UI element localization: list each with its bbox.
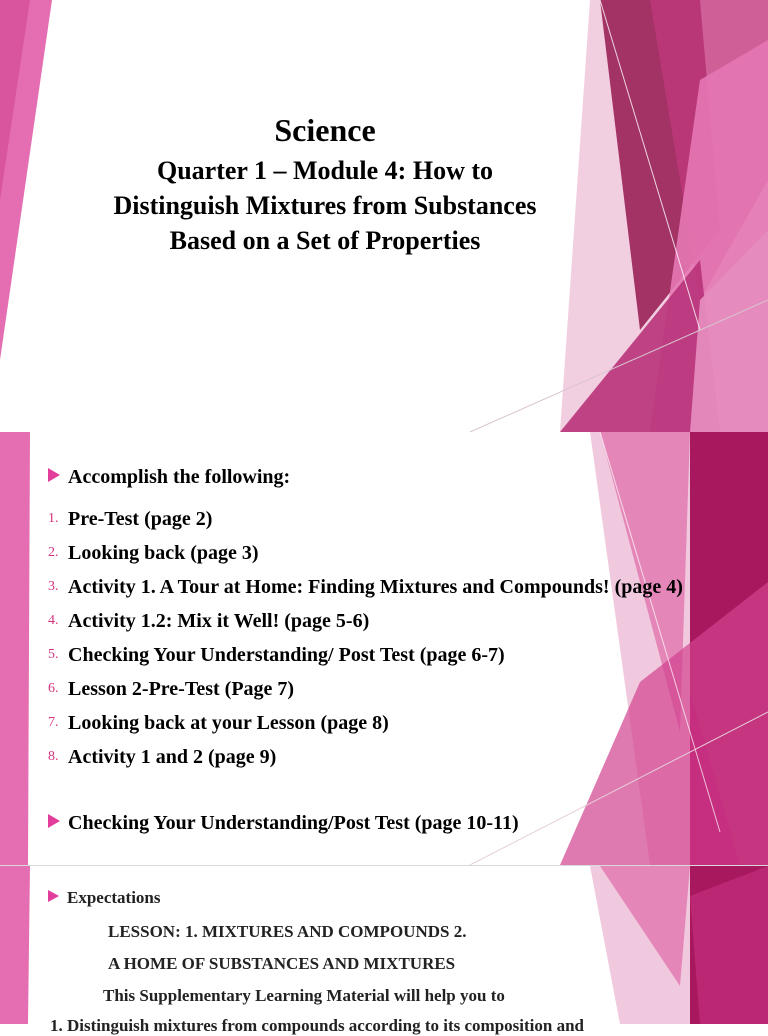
title-slide — [0, 0, 768, 432]
list-item: 3. Activity 1. A Tour at Home: Finding Mixtures and Compounds! (page 4) — [48, 576, 683, 598]
accomplish-heading: Accomplish the following: — [48, 466, 290, 489]
intro-line: This Supplementary Learning Material will help you to — [103, 986, 505, 1005]
module-subtitle: Quarter 1 – Module 4: How to Distinguish Mixtures from Substances Based on a Set of Properties — [113, 156, 537, 255]
list-item: 2. Looking back (page 3) — [48, 542, 259, 564]
lesson-line: LESSON: 1. MIXTURES AND COMPOUNDS 2. — [108, 922, 467, 941]
list-item: 8. Activity 1 and 2 (page 9) — [48, 746, 277, 768]
bullet-arrow-icon — [48, 814, 60, 828]
task-list — [48, 505, 688, 777]
list-item: 5. Checking Your Understanding/ Post Test (page 6-7) — [48, 644, 505, 666]
list-item: 7. Looking back at your Lesson (page 8) — [48, 712, 389, 734]
expectations-heading: Expectations — [48, 888, 161, 908]
lesson-line: A HOME OF SUBSTANCES AND MIXTURES — [108, 954, 456, 973]
objective-line: 1. Distinguish mixtures from compounds according to its composition and — [50, 1016, 584, 1035]
list-item: 1. Pre-Test (page 2) — [48, 508, 213, 530]
final-task-item: Checking Your Understanding/Post Test (page 10-11) — [48, 812, 519, 835]
bullet-arrow-icon — [48, 890, 59, 902]
list-item: 6. Lesson 2-Pre-Test (Page 7) — [48, 678, 295, 700]
bullet-arrow-icon — [48, 468, 60, 482]
page-title: Science — [274, 112, 376, 148]
list-item: 4. Activity 1.2: Mix it Well! (page 5-6) — [48, 610, 370, 632]
